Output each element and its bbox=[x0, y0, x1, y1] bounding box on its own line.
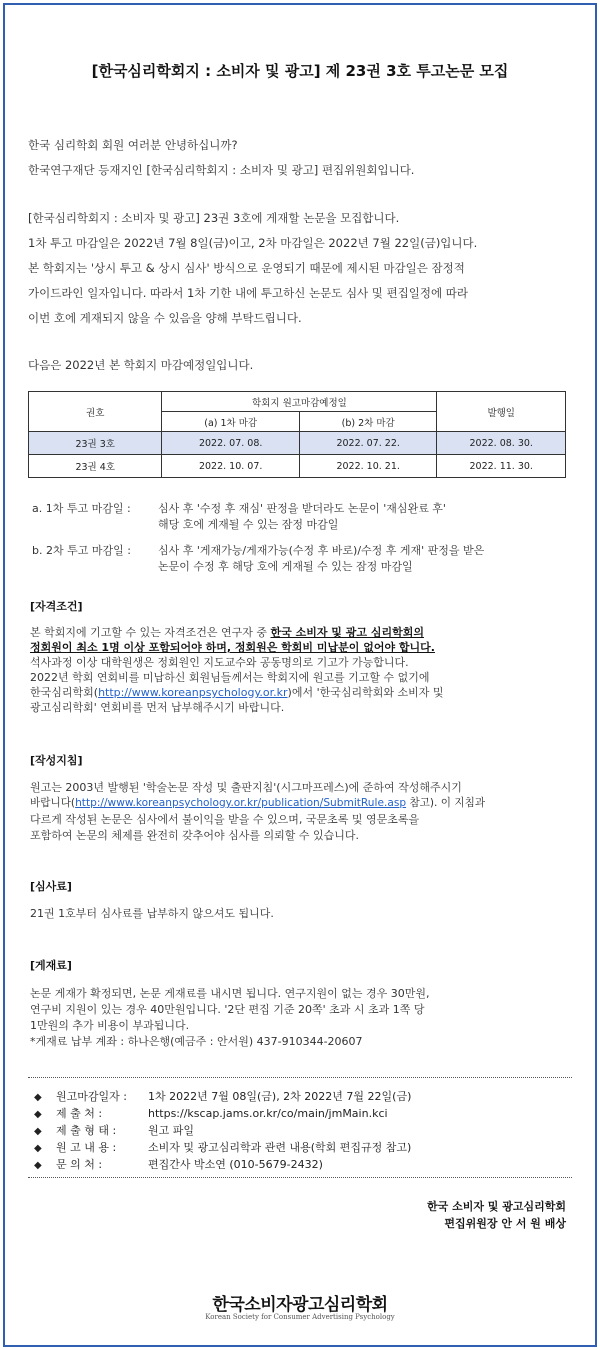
table-cell-publish: 2022. 11. 30. bbox=[437, 455, 566, 478]
guidelines-line-3: 다르게 작성된 논문은 심사에서 불이익을 받을 수 있으며, 국문초록 및 영문초록을 bbox=[30, 813, 420, 826]
note-a-line2: 해당 호에 게재될 수 있는 잠정 마감일 bbox=[158, 518, 339, 531]
qualification-line-6: 광고심리학회' 연회비를 먼저 납부해주시기 바랍니다. bbox=[30, 701, 285, 714]
table-header-second: (b) 2차 마감 bbox=[299, 412, 437, 432]
table-cell-first: 2022. 10. 07. bbox=[162, 455, 300, 478]
intro-policy-2: 가이드라인 일자입니다. 따라서 1차 기한 내에 투고하신 논문도 심사 및 편집일정에 따라 bbox=[28, 286, 468, 300]
table-header-deadline-group: 학회지 원고마감예정일 bbox=[162, 392, 437, 412]
society-logo-korean: 한국소비자광고심리학회 bbox=[212, 1295, 388, 1315]
summary-submission-site bbox=[34, 1105, 388, 1121]
table-cell-second: 2022. 07. 22. bbox=[299, 432, 437, 455]
page-title: [한국심리학회지 : 소비자 및 광고] 제 23권 3호 투고논문 모집 bbox=[91, 62, 509, 80]
qualification-text: )에서 '한국심리학회와 소비자 및 bbox=[287, 686, 444, 699]
divider-bottom bbox=[28, 1177, 572, 1178]
divider-top bbox=[28, 1077, 572, 1078]
guidelines-line-4: 포함하여 논문의 체제를 완전히 갖추어야 심사를 의뢰할 수 있습니다. bbox=[30, 829, 359, 842]
table-header-issue: 권호 bbox=[29, 392, 162, 432]
guidelines-text: 참고). 이 지침과 bbox=[406, 797, 486, 809]
note-b-label: b. 2차 투고 마감일 : bbox=[32, 544, 131, 557]
qualification-line-1 bbox=[30, 625, 424, 640]
summary-label: 제 출 처 : bbox=[56, 1107, 103, 1120]
summary-contact bbox=[34, 1156, 323, 1172]
summary-label: 원 고 내 용 : bbox=[56, 1141, 117, 1154]
intro-editorial: 한국연구재단 등재지인 [한국심리학회지 : 소비자 및 광고] 편집위원회입니다. bbox=[28, 163, 415, 177]
qualification-text: 한국심리학회( bbox=[30, 686, 99, 699]
signature-editor: 편집위원장 안 서 원 배상 bbox=[444, 1217, 566, 1230]
submit-rule-link[interactable]: http://www.koreanpsychology.or.kr/publication/SubmitRule.asp bbox=[75, 797, 407, 809]
table-header-first: (a) 1차 마감 bbox=[162, 412, 300, 432]
intro-policy-3: 이번 호에 게재되지 않을 수 있음을 양해 부탁드립니다. bbox=[28, 311, 302, 325]
publication-fee-line-3: 1만원의 추가 비용이 부과됩니다. bbox=[30, 1019, 190, 1032]
society-logo-english: Korean Society for Consumer Advertising Psychology bbox=[205, 1313, 395, 1321]
review-fee-heading: [심사료] bbox=[30, 880, 72, 893]
qualification-line-4: 2022년 학회 연회비를 미납하신 회원님들께서는 학회지에 원고를 기고할 수 없기에 bbox=[30, 671, 430, 684]
table-cell-issue: 23권 3호 bbox=[29, 432, 162, 455]
table-header-publish: 발행일 bbox=[437, 392, 566, 432]
intro-schedule-lead: 다음은 2022년 본 학회지 마감예정일입니다. bbox=[28, 358, 254, 372]
diamond-bullet-icon: ◆ bbox=[34, 1143, 42, 1154]
publication-fee-heading: [게재료] bbox=[30, 959, 72, 972]
table-row bbox=[29, 432, 566, 455]
table-row bbox=[29, 455, 566, 478]
kpa-link[interactable]: http://www.koreanpsychology.or.kr bbox=[98, 686, 288, 699]
table-cell-publish: 2022. 08. 30. bbox=[437, 432, 566, 455]
summary-value: 소비자 및 광고심리학과 관련 내용(학회 편집규정 참고) bbox=[148, 1141, 412, 1154]
diamond-bullet-icon: ◆ bbox=[34, 1160, 42, 1171]
summary-deadline bbox=[34, 1088, 411, 1104]
guidelines-line-1: 원고는 2003년 발행된 '학술논문 작성 및 출판지침'(시그마프레스)에 준하여 작성해주시기 bbox=[30, 781, 462, 794]
summary-label: 문 의 처 : bbox=[56, 1158, 103, 1171]
summary-value: 1차 2022년 7월 08일(금), 2차 2022년 7월 22일(금) bbox=[148, 1090, 412, 1103]
qualification-emphasis-2: 정회원이 최소 1명 이상 포함되어야 하며, 정회원은 학회비 미납분이 없어야 합니다. bbox=[30, 641, 435, 654]
note-a-line1: 심사 후 '수정 후 재심' 판정을 받더라도 논문이 '재심완료 후' bbox=[158, 502, 446, 515]
summary-value: 원고 파일 bbox=[148, 1124, 195, 1137]
guidelines-text: 바랍니다( bbox=[30, 797, 76, 809]
intro-deadlines: 1차 투고 마감일은 2022년 7월 8일(금)이고, 2차 마감일은 2022년 7월 22일(금)입니다. bbox=[28, 236, 478, 250]
qualification-line-2 bbox=[30, 640, 435, 655]
submission-url[interactable]: https://kscap.jams.or.kr/co/main/jmMain.kci bbox=[148, 1107, 388, 1120]
table-cell-first: 2022. 07. 08. bbox=[162, 432, 300, 455]
guidelines-line-2 bbox=[30, 796, 485, 811]
signature-org: 한국 소비자 및 광고심리학회 bbox=[427, 1200, 566, 1213]
review-fee-line: 21권 1호부터 심사료를 납부하지 않으셔도 됩니다. bbox=[30, 907, 274, 920]
guidelines-heading: [작성지침] bbox=[30, 754, 83, 767]
summary-value: 편집간사 박소연 (010-5679-2432) bbox=[148, 1158, 323, 1171]
summary-format bbox=[34, 1122, 194, 1138]
note-b-line1: 심사 후 '게재가능/게재가능(수정 후 바로)/수정 후 게재' 판정을 받은 bbox=[158, 544, 485, 557]
summary-label: 원고마감일자 : bbox=[56, 1090, 127, 1103]
note-a-label: a. 1차 투고 마감일 : bbox=[32, 502, 131, 515]
note-b-line2: 논문이 수정 후 해당 호에 게재될 수 있는 잠정 마감일 bbox=[158, 560, 413, 573]
qualification-heading: [자격조건] bbox=[30, 600, 83, 613]
qualification-text: 본 학회지에 기고할 수 있는 자격조건은 연구자 중 bbox=[30, 626, 271, 639]
qualification-line-5 bbox=[30, 685, 443, 700]
qualification-emphasis: 한국 소비자 및 광고 심리학회의 bbox=[270, 626, 424, 639]
intro-greeting: 한국 심리학회 회원 여러분 안녕하십니까? bbox=[28, 138, 238, 152]
summary-content bbox=[34, 1139, 411, 1155]
publication-fee-account: *게재료 납부 계좌 : 하나은행(예금주 : 안서원) 437-910344-20607 bbox=[30, 1035, 363, 1048]
intro-call: [한국심리학회지 : 소비자 및 광고] 23권 3호에 게재할 논문을 모집합니다. bbox=[28, 211, 400, 225]
diamond-bullet-icon: ◆ bbox=[34, 1109, 42, 1120]
publication-fee-line-2: 연구비 지원이 있는 경우 40만원입니다. '2단 편집 기준 20쪽' 초과 시 초과 1쪽 당 bbox=[30, 1003, 425, 1016]
summary-label: 제 출 형 태 : bbox=[56, 1124, 117, 1137]
qualification-line-3: 석사과정 이상 대학원생은 정회원인 지도교수와 공동명의로 기고가 가능합니다. bbox=[30, 656, 409, 669]
intro-policy-1: 본 학회지는 '상시 투고 & 상시 심사' 방식으로 운영되기 때문에 제시된 마감일은 잠정적 bbox=[28, 261, 465, 275]
diamond-bullet-icon: ◆ bbox=[34, 1092, 42, 1103]
table-cell-issue: 23권 4호 bbox=[29, 455, 162, 478]
diamond-bullet-icon: ◆ bbox=[34, 1126, 42, 1137]
deadline-table bbox=[28, 391, 566, 478]
publication-fee-line-1: 논문 게재가 확정되면, 논문 게재료를 내시면 됩니다. 연구지원이 없는 경우 30만원, bbox=[30, 987, 430, 1000]
table-cell-second: 2022. 10. 21. bbox=[299, 455, 437, 478]
